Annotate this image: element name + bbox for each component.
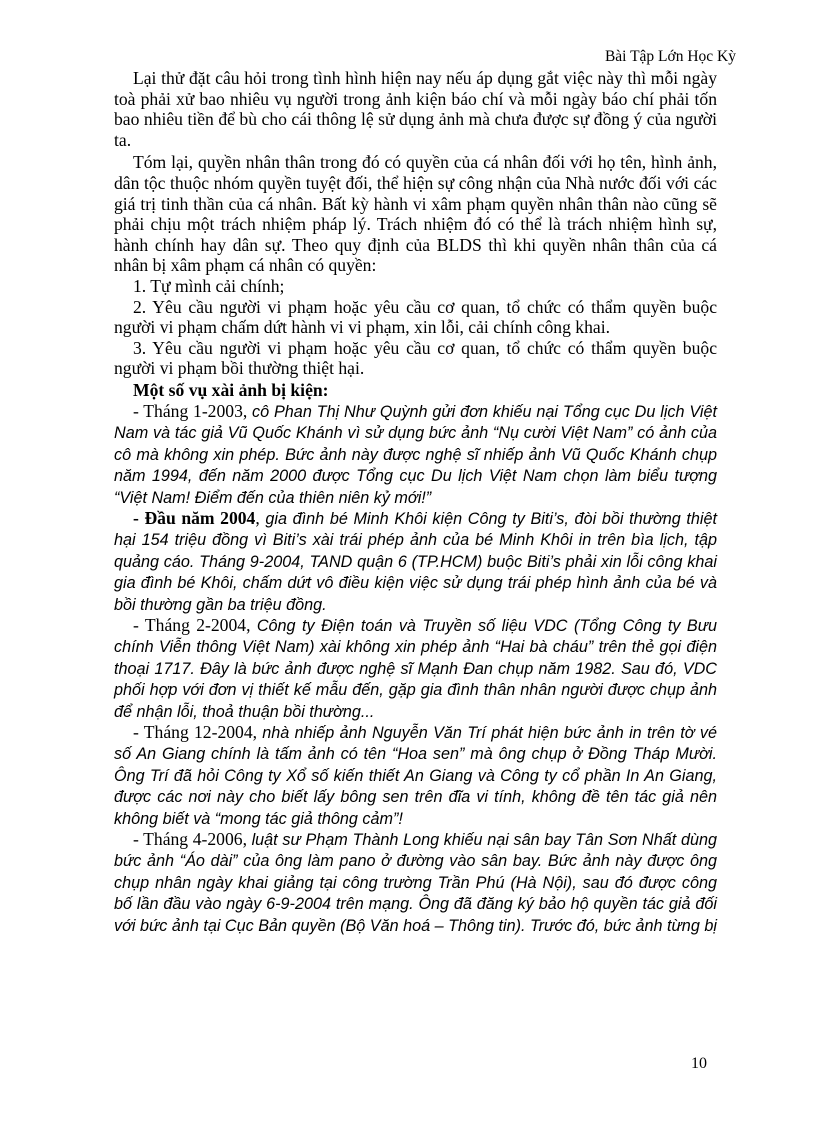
section-heading: Một số vụ xài ảnh bị kiện: <box>133 379 329 400</box>
case-text: gia đình bé Minh Khôi kiện Công ty Biti’s, đòi bồi thường thiệt hại 154 triệu đồng vì Biti’s xài trái phép ảnh của bé Minh Khôi in trên bìa lịch, tập quảng cáo. Tháng 9-2004, TAND quận 6 (TP.HCM) buộc Biti’s phải xin lỗi công khai gia đình bé Khôi, chấm dứt vô điều kiện việc sử dụng trái phép hình ảnh của bé và bồi thường gần ba triệu đồng. <box>114 509 717 614</box>
case-separator: , <box>242 829 252 850</box>
rights-list-item: 2. Yêu cầu người vi phạm hoặc yêu cầu cơ quan, tổ chức có thẩm quyền buộc người vi phạm chấm dứt hành vi vi phạm, xin lỗi, cải chính công khai. <box>114 296 717 338</box>
case-text: luật sư Phạm Thành Long khiếu nại sân bay Tân Sơn Nhất dùng bức ảnh “Áo dài” của ông làm pano ở đường vào sân bay. Bức ảnh này được ông chụp nhân ngày khai giảng tại công trường Trần Phú (Hà Nội), sau đó được công bố lần đầu vào ngày 6-9-2004 trên mạng. Ông đã đăng ký bảo hộ quyền tác giả đối với bức ảnh tại Cục Bản quyền (Bộ Văn hoá – Thông tin). Trước đó, bức ảnh từng bị <box>114 831 717 935</box>
case-separator: , <box>242 400 253 421</box>
case-separator: , <box>246 614 257 635</box>
running-header: Bài Tập Lớn Học Kỳ <box>604 48 736 65</box>
case-item <box>114 401 717 508</box>
case-date: - Đầu năm 2004 <box>133 507 256 528</box>
case-text: cô Phan Thị Như Quỳnh gửi đơn khiếu nại Tổng cục Du lịch Việt Nam và tác giả Vũ Quốc Khánh vì sử dụng bức ảnh “Nụ cười Việt Nam” có ảnh của cô mà không xin phép. Bức ảnh này được nghệ sĩ nhiếp ảnh Vũ Quốc Khánh chụp năm 1994, đến năm 2000 được Tổng cục Du lịch Việt Nam chọn làm biểu tượng “Việt Nam! Điểm đến của thiên niên kỷ mới!” <box>114 402 717 507</box>
case-date: - Tháng 1-2003 <box>133 400 243 421</box>
case-item <box>114 508 717 615</box>
body-paragraph: Lại thử đặt câu hỏi trong tình hình hiện nay nếu áp dụng gắt việc này thì mỗi ngày toà phải xử bao nhiêu vụ người trong ảnh kiện báo chí và mỗi ngày báo chí phải tốn bao nhiêu tiền để bù cho cái thông lệ sử dụng ảnh mà chưa được sự đồng ý của người ta. <box>114 68 717 150</box>
case-item <box>114 829 717 936</box>
page-body <box>114 68 717 936</box>
page-number: 10 <box>691 1055 707 1072</box>
case-item <box>114 615 717 722</box>
case-date: - Tháng 2-2004 <box>133 614 247 635</box>
body-paragraph: Tóm lại, quyền nhân thân trong đó có quyền của cá nhân đối với họ tên, hình ảnh, dân tộc thuộc nhóm quyền tuyệt đối, thể hiện sự công nhận của Nhà nước đối với các giá trị tinh thần của cá nhân. Bất kỳ hành vi xâm phạm quyền nhân thân nào cũng sẽ phải chịu một trách nhiệm pháp lý. Trách nhiệm đó có thể là trách nhiệm hình sự, hành chính hay dân sự. Theo quy định của BLDS thì khi quyền nhân thân của cá nhân bị xâm phạm cá nhân có quyền: <box>114 152 717 276</box>
case-date: - Tháng 4-2006 <box>133 829 243 850</box>
case-date: - Tháng 12-2004 <box>133 722 253 742</box>
case-text: nhà nhiếp ảnh Nguyễn Văn Trí phát hiện bức ảnh in trên tờ vé số An Giang chính là tấm ảnh có tên “Hoa sen” mà ông chụp ở Đồng Tháp Mười. Ông Trí đã hỏi Công ty Xổ số kiến thiết An Giang và Công ty cổ phần In An Giang, được các nơi này cho biết lấy bông sen trên đĩa vi tính, không đề tên tác giả nên không biết và “mong tác giả thông cảm”! <box>114 724 717 828</box>
rights-list-item: 1. Tự mình cải chính; <box>133 275 285 296</box>
case-separator: , <box>252 722 263 742</box>
rights-list-item: 3. Yêu cầu người vi phạm hoặc yêu cầu cơ quan, tổ chức có thẩm quyền buộc người vi phạm bồi thường thiệt hại. <box>114 337 717 379</box>
case-item <box>114 722 717 829</box>
case-text: Công ty Điện toán và Truyền số liệu VDC (Tổng Công ty Bưu chính Viễn thông Việt Nam) xài không xin phép ảnh “Hai bà cháu” trên thẻ gọi điện thoại 1717. Đây là bức ảnh được nghệ sĩ Mạnh Đan chụp năm 1982. Sau đó, VDC phối hợp với đơn vị thiết kế mẫu đến, gặp gia đình thân nhân người được chụp ảnh để nhận lỗi, thoả thuận bồi thường... <box>114 616 717 721</box>
case-separator: , <box>255 507 266 528</box>
